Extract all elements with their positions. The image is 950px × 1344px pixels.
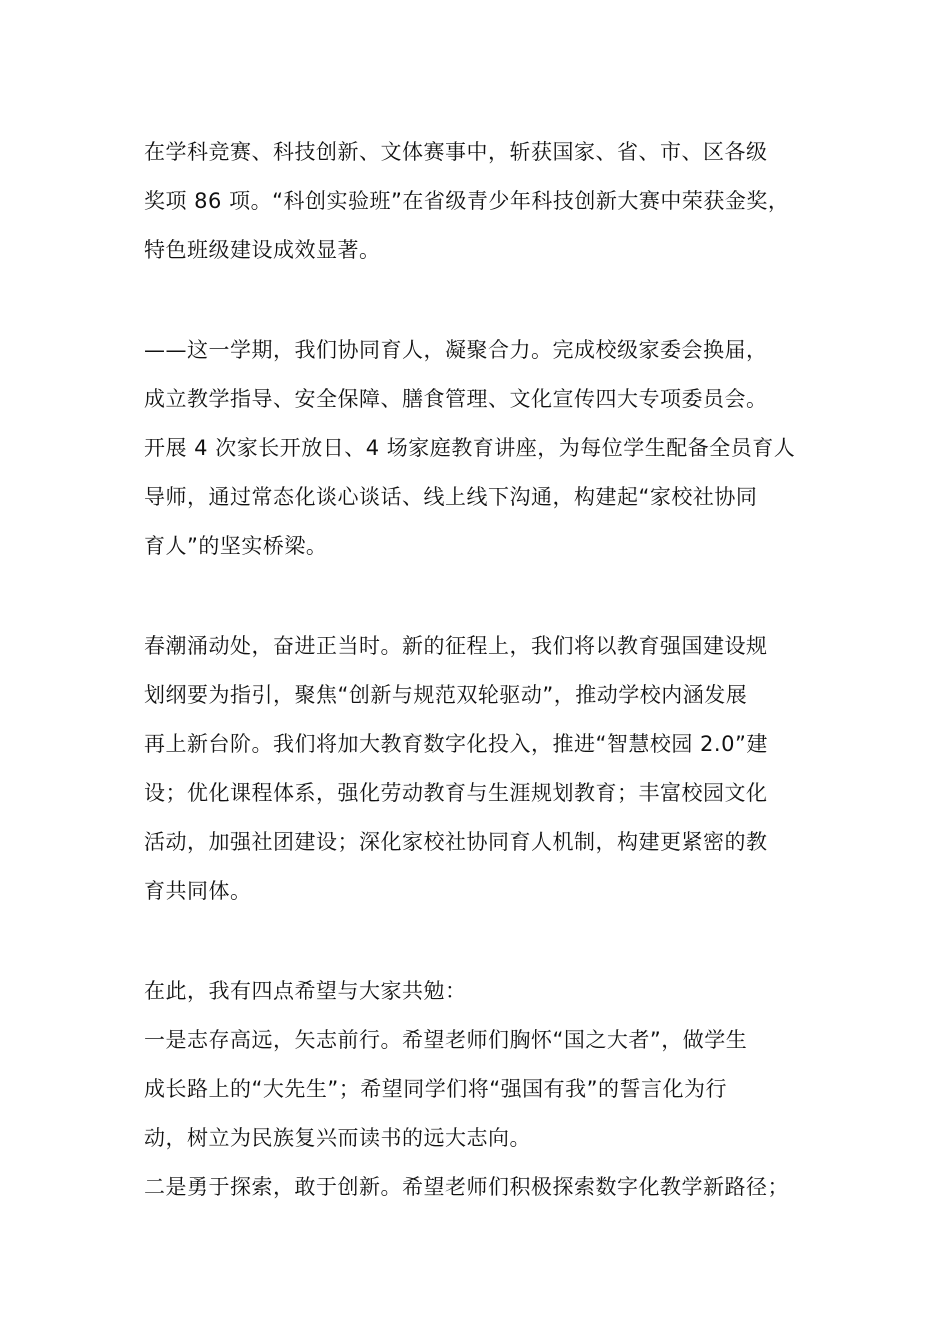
text-line: 划纲要为指引，聚焦“创新与规范双轮驱动”，推动学校内涵发展	[144, 683, 748, 707]
text-line: 设；优化课程体系，强化劳动教育与生涯规划教育；丰富校园文化	[144, 781, 768, 805]
paragraph-hopes	[144, 967, 824, 1212]
text-line: 成立教学指导、安全保障、膳食管理、文化宣传四大专项委员会。	[144, 387, 768, 411]
paragraph-collaboration	[144, 326, 824, 571]
text-line: 在学科竞赛、科技创新、文体赛事中，斩获国家、省、市、区各级	[144, 140, 768, 164]
text-line: 再上新台阶。我们将加大教育数字化投入，推进“智慧校园 2.0”建	[144, 732, 768, 756]
paragraph-gap	[144, 275, 824, 326]
text-line: 活动，加强社团建设；深化家校社协同育人机制，构建更紧密的教	[144, 830, 768, 854]
text-line: ——这一学期，我们协同育人，凝聚合力。完成校级家委会换届，	[144, 338, 768, 362]
paragraph-gap	[144, 571, 824, 622]
text-line: 动，树立为民族复兴而读书的远大志向。	[144, 1126, 531, 1150]
paragraph-future-plans	[144, 622, 824, 916]
text-line: 育共同体。	[144, 879, 252, 903]
text-line: 育人”的坚实桥梁。	[144, 534, 328, 558]
text-line: 开展 4 次家长开放日、4 场家庭教育讲座，为每位学生配备全员育人	[144, 436, 796, 460]
text-line: 特色班级建设成效显著。	[144, 238, 381, 262]
text-line: 成长路上的“大先生”；希望同学们将“强国有我”的誓言化为行	[144, 1077, 728, 1101]
text-line: 导师，通过常态化谈心谈话、线上线下沟通，构建起“家校社协同	[144, 485, 758, 509]
text-line: 一是志存高远，矢志前行。希望老师们胸怀“国之大者”，做学生	[144, 1028, 748, 1052]
paragraph-awards	[144, 128, 824, 275]
paragraph-gap	[144, 916, 824, 967]
document-body	[144, 128, 824, 1212]
text-line: 奖项 86 项。“科创实验班”在省级青少年科技创新大赛中荣获金奖，	[144, 189, 790, 213]
text-line: 二是勇于探索，敢于创新。希望老师们积极探索数字化教学新路径；	[144, 1175, 789, 1199]
text-line: 春潮涌动处，奋进正当时。新的征程上，我们将以教育强国建设规	[144, 634, 768, 658]
text-line: 在此，我有四点希望与大家共勉：	[144, 979, 467, 1003]
